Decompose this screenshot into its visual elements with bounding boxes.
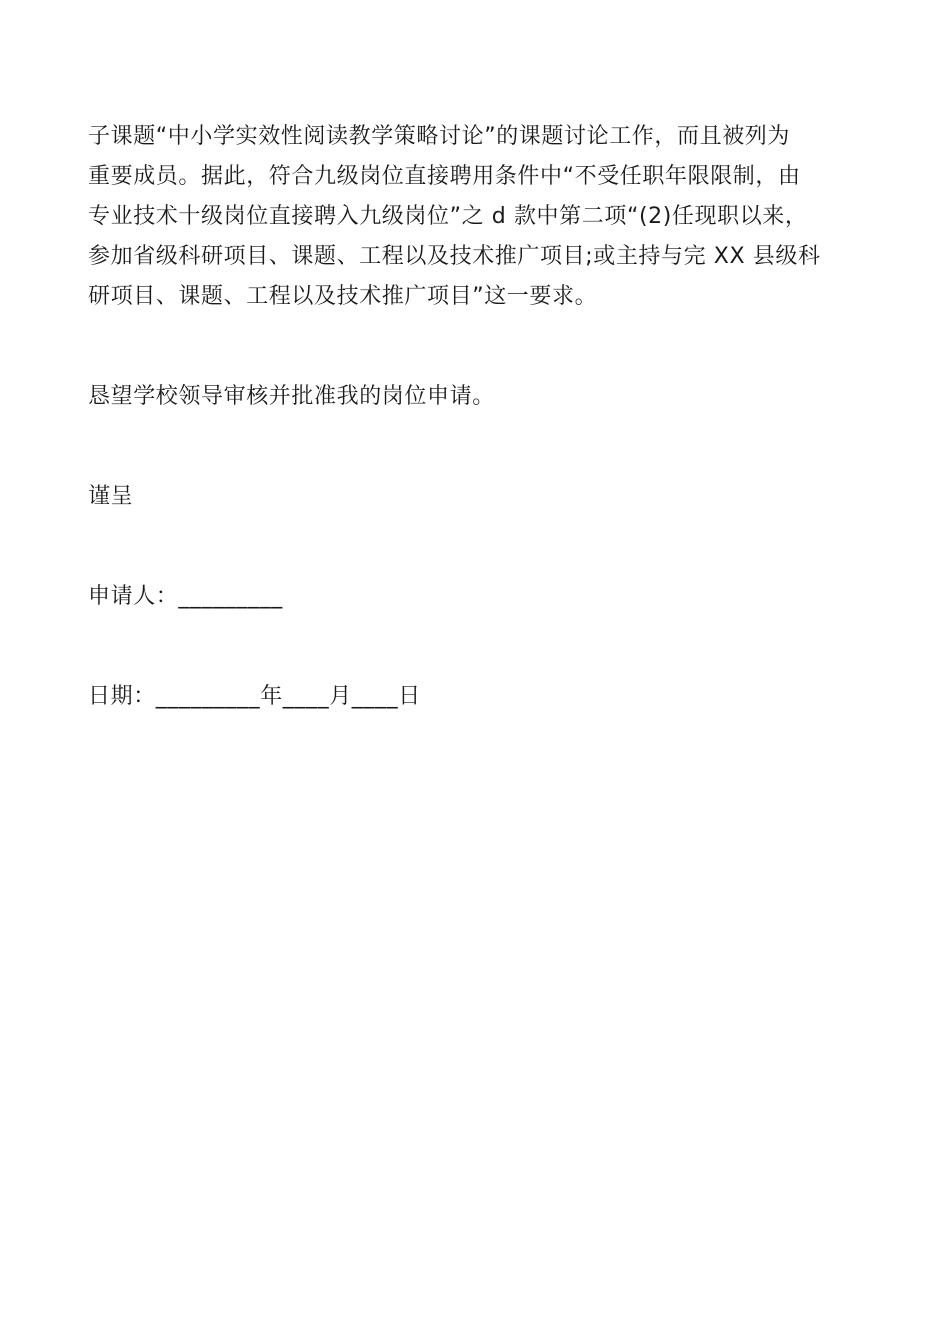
date-line: 日期：_________年____月____日	[88, 684, 421, 709]
document-page	[88, 117, 868, 717]
body-line-1: 子课题“中小学实效性阅读教学策略讨论”的课题讨论工作，而且被列为	[88, 124, 790, 149]
body-line-5: 研项目、课题、工程以及技术推广项目”这一要求。	[88, 284, 598, 309]
request-paragraph: 恳望学校领导审核并批准我的岗位申请。	[88, 384, 495, 409]
body-paragraph	[88, 117, 868, 317]
body-line-2: 重要成员。据此，符合九级岗位直接聘用条件中“不受任职年限限制，由	[88, 164, 801, 189]
body-line-4: 参加省级科研项目、课题、工程以及技术推广项目;或主持与完 XX 县级科	[88, 244, 821, 269]
closing-salutation: 谨呈	[88, 484, 134, 509]
applicant-signature-line: 申请人：_________	[88, 584, 283, 609]
body-line-3: 专业技术十级岗位直接聘入九级岗位”之 d 款中第二项“(2)任现职以来，	[88, 204, 808, 229]
